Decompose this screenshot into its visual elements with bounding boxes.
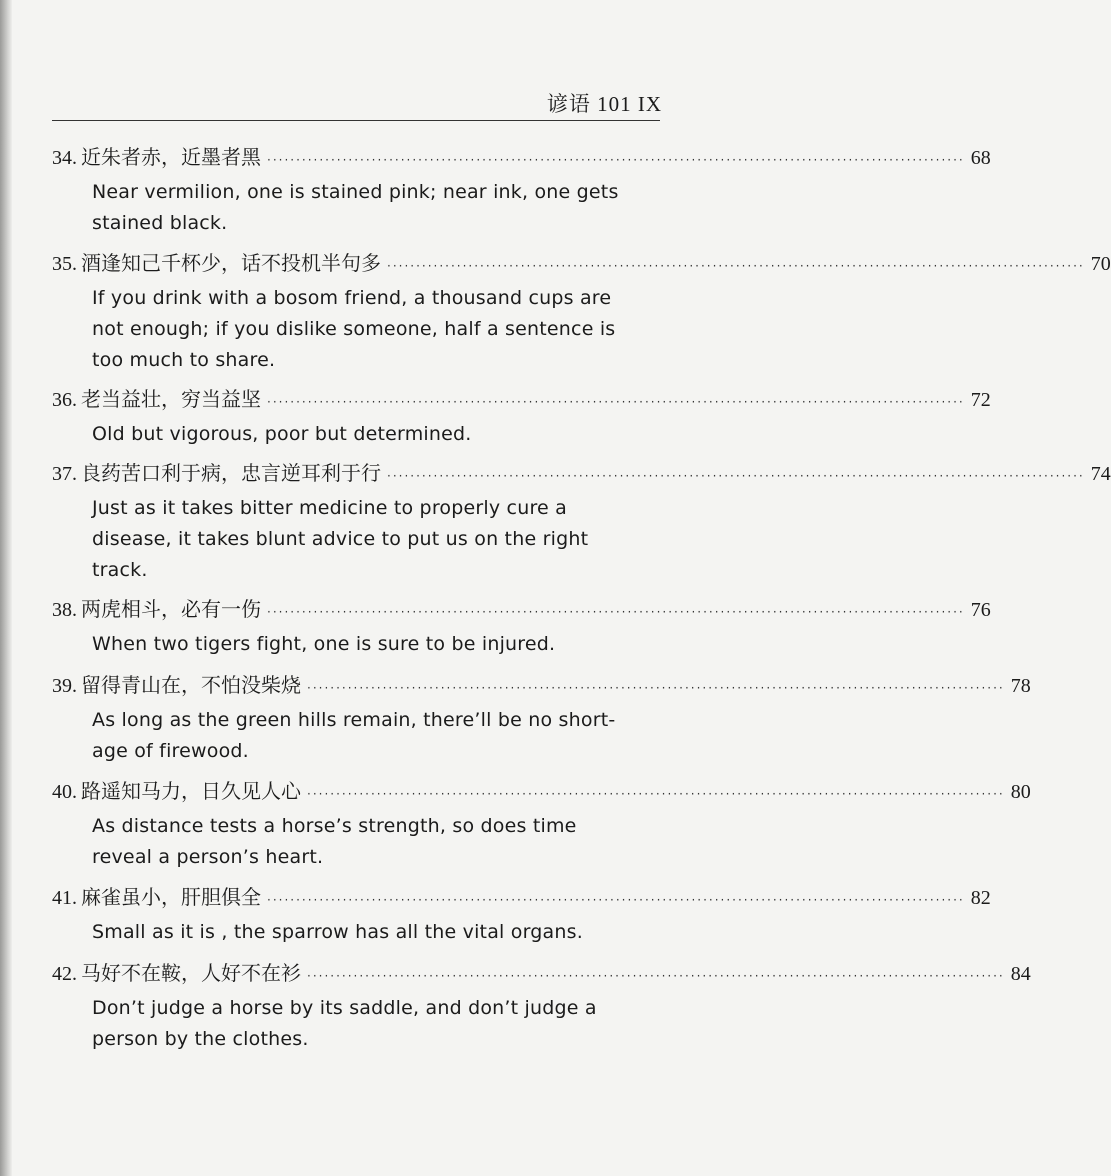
dot-leader: ························································································································ (267, 893, 965, 907)
entry-page-number: 72 (970, 389, 991, 411)
entry-number: 39. (52, 675, 77, 697)
translation-line: Small as it is , the sparrow has all the vital organs. (92, 921, 583, 943)
toc-entry (52, 140, 991, 246)
entry-page-number: 74 (1090, 463, 1111, 485)
entry-title-line (52, 956, 1031, 993)
entry-page-number: 80 (1010, 781, 1031, 803)
translation-line: As long as the green hills remain, there’ll be no short- (92, 709, 616, 731)
dot-leader: ························································································································ (307, 787, 1005, 801)
toc-entry (52, 592, 991, 668)
entry-chinese-proverb: 近朱者赤，近墨者黑 (81, 145, 261, 169)
translation-line: disease, it takes blunt advice to put us on the right (92, 528, 589, 550)
entry-chinese-proverb: 马好不在鞍，人好不在衫 (81, 961, 301, 985)
entry-translation (52, 705, 664, 767)
entry-number: 34. (52, 147, 77, 169)
entry-title-line (52, 880, 991, 917)
entry-number: 36. (52, 389, 77, 411)
dot-leader: ························································································································ (267, 605, 965, 619)
entry-number: 35. (52, 253, 77, 275)
translation-line: stained black. (92, 212, 228, 234)
dot-leader: ························································································································ (307, 681, 1005, 695)
entry-page-number: 78 (1010, 675, 1031, 697)
entry-title-line (52, 382, 991, 419)
entry-chinese-proverb: 麻雀虽小，肝胆俱全 (81, 885, 261, 909)
entry-translation (52, 177, 664, 239)
translation-line: As distance tests a horse’s strength, so does time (92, 815, 577, 837)
translation-line: Don’t judge a horse by its saddle, and don’t judge a (92, 997, 597, 1019)
dot-leader: ························································································································ (387, 259, 1085, 273)
entry-page-number: 84 (1010, 963, 1031, 985)
entry-translation (52, 419, 664, 450)
book-spine-shadow (0, 0, 12, 1176)
toc-entries (52, 140, 1111, 1062)
toc-entry (52, 956, 1031, 1062)
entry-number: 41. (52, 887, 77, 909)
header-rule (52, 120, 660, 121)
dot-leader: ························································································································ (267, 153, 965, 167)
translation-line: When two tigers fight, one is sure to be injured. (92, 633, 556, 655)
entry-chinese-proverb: 留得青山在，不怕没柴烧 (81, 673, 301, 697)
entry-translation (52, 811, 664, 873)
running-header: 谚语 101 IX (546, 92, 662, 116)
toc-entry (52, 246, 1111, 382)
entry-page-number: 68 (970, 147, 991, 169)
entry-page-number: 76 (970, 599, 991, 621)
translation-line: too much to share. (92, 349, 276, 371)
entry-chinese-proverb: 两虎相斗，必有一伤 (81, 597, 261, 621)
entry-title-line (52, 140, 991, 177)
entry-translation (52, 917, 664, 948)
toc-entry (52, 668, 1031, 774)
entry-chinese-proverb: 酒逢知己千杯少，话不投机半句多 (81, 251, 381, 275)
entry-translation (52, 629, 664, 660)
entry-title-line (52, 668, 1031, 705)
entry-title-line (52, 456, 1111, 493)
toc-entry (52, 774, 1031, 880)
translation-line: not enough; if you dislike someone, half a sentence is (92, 318, 616, 340)
translation-line: Old but vigorous, poor but determined. (92, 423, 472, 445)
entry-number: 42. (52, 963, 77, 985)
translation-line: Just as it takes bitter medicine to properly cure a (92, 497, 568, 519)
entry-title-line (52, 246, 1111, 283)
dot-leader: ························································································································ (307, 969, 1005, 983)
entry-chinese-proverb: 路遥知马力，日久见人心 (81, 779, 301, 803)
entry-number: 38. (52, 599, 77, 621)
translation-line: person by the clothes. (92, 1028, 309, 1050)
entry-translation (52, 993, 664, 1055)
translation-line: Near vermilion, one is stained pink; near ink, one gets (92, 181, 619, 203)
toc-entry (52, 456, 1111, 592)
entry-number: 37. (52, 463, 77, 485)
entry-translation (52, 493, 664, 586)
translation-line: track. (92, 559, 148, 581)
entry-chinese-proverb: 老当益壮，穷当益坚 (81, 387, 261, 411)
translation-line: age of firewood. (92, 740, 249, 762)
translation-line: If you drink with a bosom friend, a thousand cups are (92, 287, 612, 309)
toc-entry (52, 382, 991, 456)
entry-number: 40. (52, 781, 77, 803)
entry-title-line (52, 592, 991, 629)
toc-entry (52, 880, 991, 956)
dot-leader: ························································································································ (267, 395, 965, 409)
dot-leader: ························································································································ (387, 469, 1085, 483)
entry-chinese-proverb: 良药苦口利于病，忠言逆耳利于行 (81, 461, 381, 485)
entry-page-number: 70 (1090, 253, 1111, 275)
translation-line: reveal a person’s heart. (92, 846, 324, 868)
entry-title-line (52, 774, 1031, 811)
entry-translation (52, 283, 664, 376)
entry-page-number: 82 (970, 887, 991, 909)
